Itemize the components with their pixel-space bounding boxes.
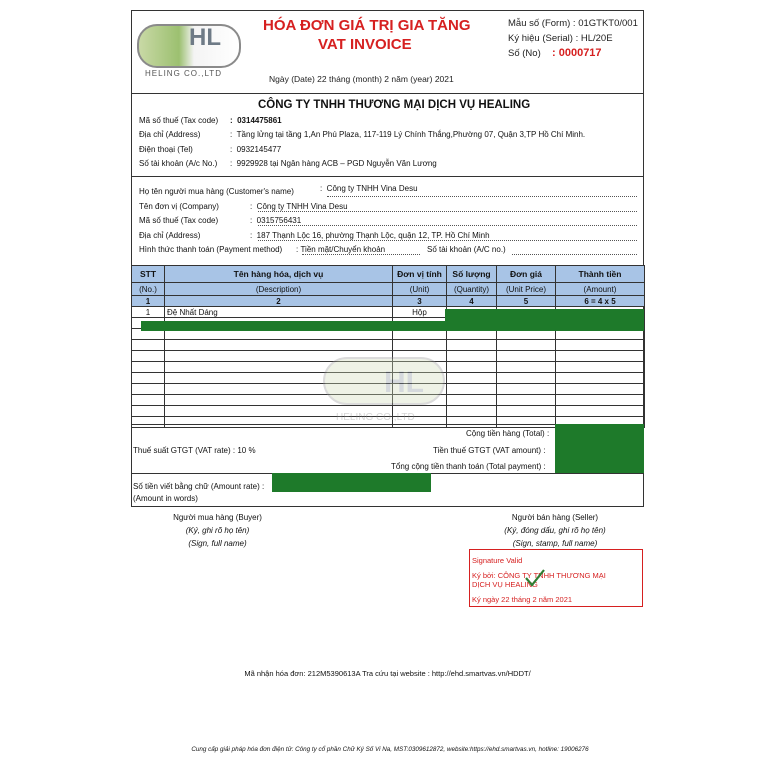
seller-signature-sub1: (Ký, đóng dấu, ghi rõ họ tên) <box>504 526 606 535</box>
payment-method-line <box>302 254 420 255</box>
col-sub-description: (Description) <box>165 283 393 296</box>
col-num-6: 6 = 4 x 5 <box>556 296 645 307</box>
provider-info-text: Cung cấp giải pháp hóa đơn điện tử: Công ty cổ phần Chữ Ký Số Vi Na, MST:0309612872, website:https://ehd.smartvas.vn, hotline: 19006276 <box>191 746 589 753</box>
col-sub-unit-price: (Unit Price) <box>497 283 556 296</box>
seller-address-label: Địa chỉ (Address) <box>139 130 201 139</box>
col-sub-unit: (Unit) <box>393 283 447 296</box>
buyer-tax-line <box>258 225 637 226</box>
vat-rate-label: Thuế suất GTGT (VAT rate) : 10 % <box>133 446 256 455</box>
table-subheader-row <box>132 283 645 296</box>
signature-signed-by-line1: Ký bởi: CÔNG TY TNHH THƯƠNG MẠI <box>472 571 606 580</box>
buyer-company-label: Tên đơn vị (Company) <box>139 202 219 211</box>
col-num-3: 3 <box>393 296 447 307</box>
seller-tax-value: : 0314475861 <box>230 116 282 125</box>
col-sub-quantity: (Quantity) <box>447 283 497 296</box>
buyer-address-value: : 187 Thạnh Lộc 16, phường Thạnh Lộc, quận 12, TP. Hồ Chí Minh <box>250 231 490 240</box>
grand-total-label: Tổng cộng tiền thanh toán (Total payment) : <box>391 462 546 471</box>
col-num-5: 5 <box>497 296 556 307</box>
seller-tel-label: Điện thoại (Tel) <box>139 145 193 154</box>
seller-company-name: CÔNG TY TNHH THƯƠNG MẠI DỊCH VỤ HEALING <box>258 99 531 111</box>
redacted-row-band <box>141 321 644 331</box>
seller-address-value: : Tầng lửng tại tầng 1,An Phú Plaza, 117-119 Lý Chính Thắng,Phường 07, Quận 3,TP Hồ Chí Minh. <box>230 130 586 139</box>
table-row <box>132 340 645 351</box>
seller-tel-value: : 0932145477 <box>230 145 282 154</box>
table-header-row <box>132 266 645 283</box>
col-sub-no: (No.) <box>132 283 165 296</box>
signature-date-text: Ký ngày 22 tháng 2 năm 2021 <box>472 595 573 604</box>
buyer-company-value: : Công ty TNHH Vina Desu <box>250 202 348 211</box>
buyer-tax-label: Mã số thuế (Tax code) <box>139 216 219 225</box>
buyer-name-label: Họ tên người mua hàng (Customer's name) <box>139 187 294 196</box>
signature-valid-text: Signature Valid <box>472 556 523 565</box>
signature-signed-by-line2: DỊCH VỤ HEALING <box>472 580 538 589</box>
invoice-number-value: : 0000717 <box>552 47 602 59</box>
lookup-code-text: Mã nhận hóa đơn: 212M5390613A Tra cứu tại website : http://ehd.smartvas.vn/HDDT/ <box>244 669 531 678</box>
invoice-number-label: Số (No) <box>508 48 541 59</box>
col-num-2: 2 <box>165 296 393 307</box>
buyer-name-value: : Công ty TNHH Vina Desu <box>320 184 418 193</box>
watermark-name-text: HELING CO.,LTD <box>336 412 415 423</box>
amount-words-label: Số tiền viết bằng chữ (Amount rate) : <box>133 482 265 491</box>
col-header-unit: Đơn vị tính <box>393 266 447 283</box>
redacted-row1-values <box>445 309 644 321</box>
buyer-signature-sub1: (Ký, ghi rõ họ tên) <box>185 526 250 535</box>
col-num-4: 4 <box>447 296 497 307</box>
amount-words-sublabel: (Amount in words) <box>133 494 198 503</box>
col-header-description: Tên hàng hóa, dịch vụ <box>165 266 393 283</box>
buyer-signature-title: Người mua hàng (Buyer) <box>173 513 262 522</box>
buyer-address-label: Địa chỉ (Address) <box>139 231 201 240</box>
buyer-company-line <box>258 211 637 212</box>
company-logo <box>137 18 247 82</box>
watermark-logo <box>322 350 452 425</box>
buyer-address-line <box>258 240 637 241</box>
col-header-no: STT <box>132 266 165 283</box>
seller-tax-label: Mã số thuế (Tax code) <box>139 116 219 125</box>
buyer-name-line <box>327 196 637 197</box>
payment-method-label: Hình thức thanh toán (Payment method) <box>139 245 283 254</box>
row1-no: 1 <box>132 307 165 318</box>
redacted-amount-words <box>272 473 431 492</box>
seller-account-value: : 9929928 tại Ngân hàng ACB – PGD Nguyễn Văn Lương <box>230 159 437 168</box>
divider-seller-top <box>131 93 644 94</box>
col-header-unit-price: Đơn giá <box>497 266 556 283</box>
col-sub-amount: (Amount) <box>556 283 645 296</box>
row1-description: Đệ Nhất Dáng <box>165 307 393 318</box>
seller-account-label: Số tài khoản (A/c No.) <box>139 159 218 168</box>
redacted-totals <box>555 424 644 473</box>
vat-amount-label: Tiền thuế GTGT (VAT amount) : <box>433 446 546 455</box>
col-header-quantity: Số lượng <box>447 266 497 283</box>
logo-text: HL <box>189 24 221 51</box>
buyer-tax-value: : 0315756431 <box>250 216 302 225</box>
watermark-hl-text: HL <box>384 366 424 399</box>
payment-method-value: : Tiền mặt/Chuyển khoản <box>296 245 386 254</box>
serial-number: Ký hiệu (Serial) : HL/20E <box>508 33 613 44</box>
divider-buyer-top <box>131 176 644 177</box>
col-header-amount: Thành tiền <box>556 266 645 283</box>
seller-signature-title: Người bán hàng (Seller) <box>511 513 599 522</box>
buyer-account-line <box>512 254 637 255</box>
subtotal-label: Cộng tiền hàng (Total) : <box>466 429 550 438</box>
invoice-title-vn: HÓA ĐƠN GIÁ TRỊ GIA TĂNG <box>263 17 471 34</box>
check-mark-icon <box>524 568 546 588</box>
table-number-row <box>132 296 645 307</box>
invoice-title-en: VAT INVOICE <box>318 36 412 53</box>
buyer-account-label: Số tài khoản (A/C no.) <box>427 245 506 254</box>
logo-company-name: HELING CO.,LTD <box>145 69 222 78</box>
col-num-1: 1 <box>132 296 165 307</box>
row1-unit: Hộp <box>393 307 447 318</box>
buyer-signature-sub2: (Sign, full name) <box>188 539 247 548</box>
invoice-date: Ngày (Date) 22 tháng (month) 2 năm (year) 2021 <box>269 74 454 84</box>
form-number: Mẫu số (Form) : 01GTKT0/001 <box>508 18 638 29</box>
seller-signature-sub2: (Sign, stamp, full name) <box>512 539 598 548</box>
